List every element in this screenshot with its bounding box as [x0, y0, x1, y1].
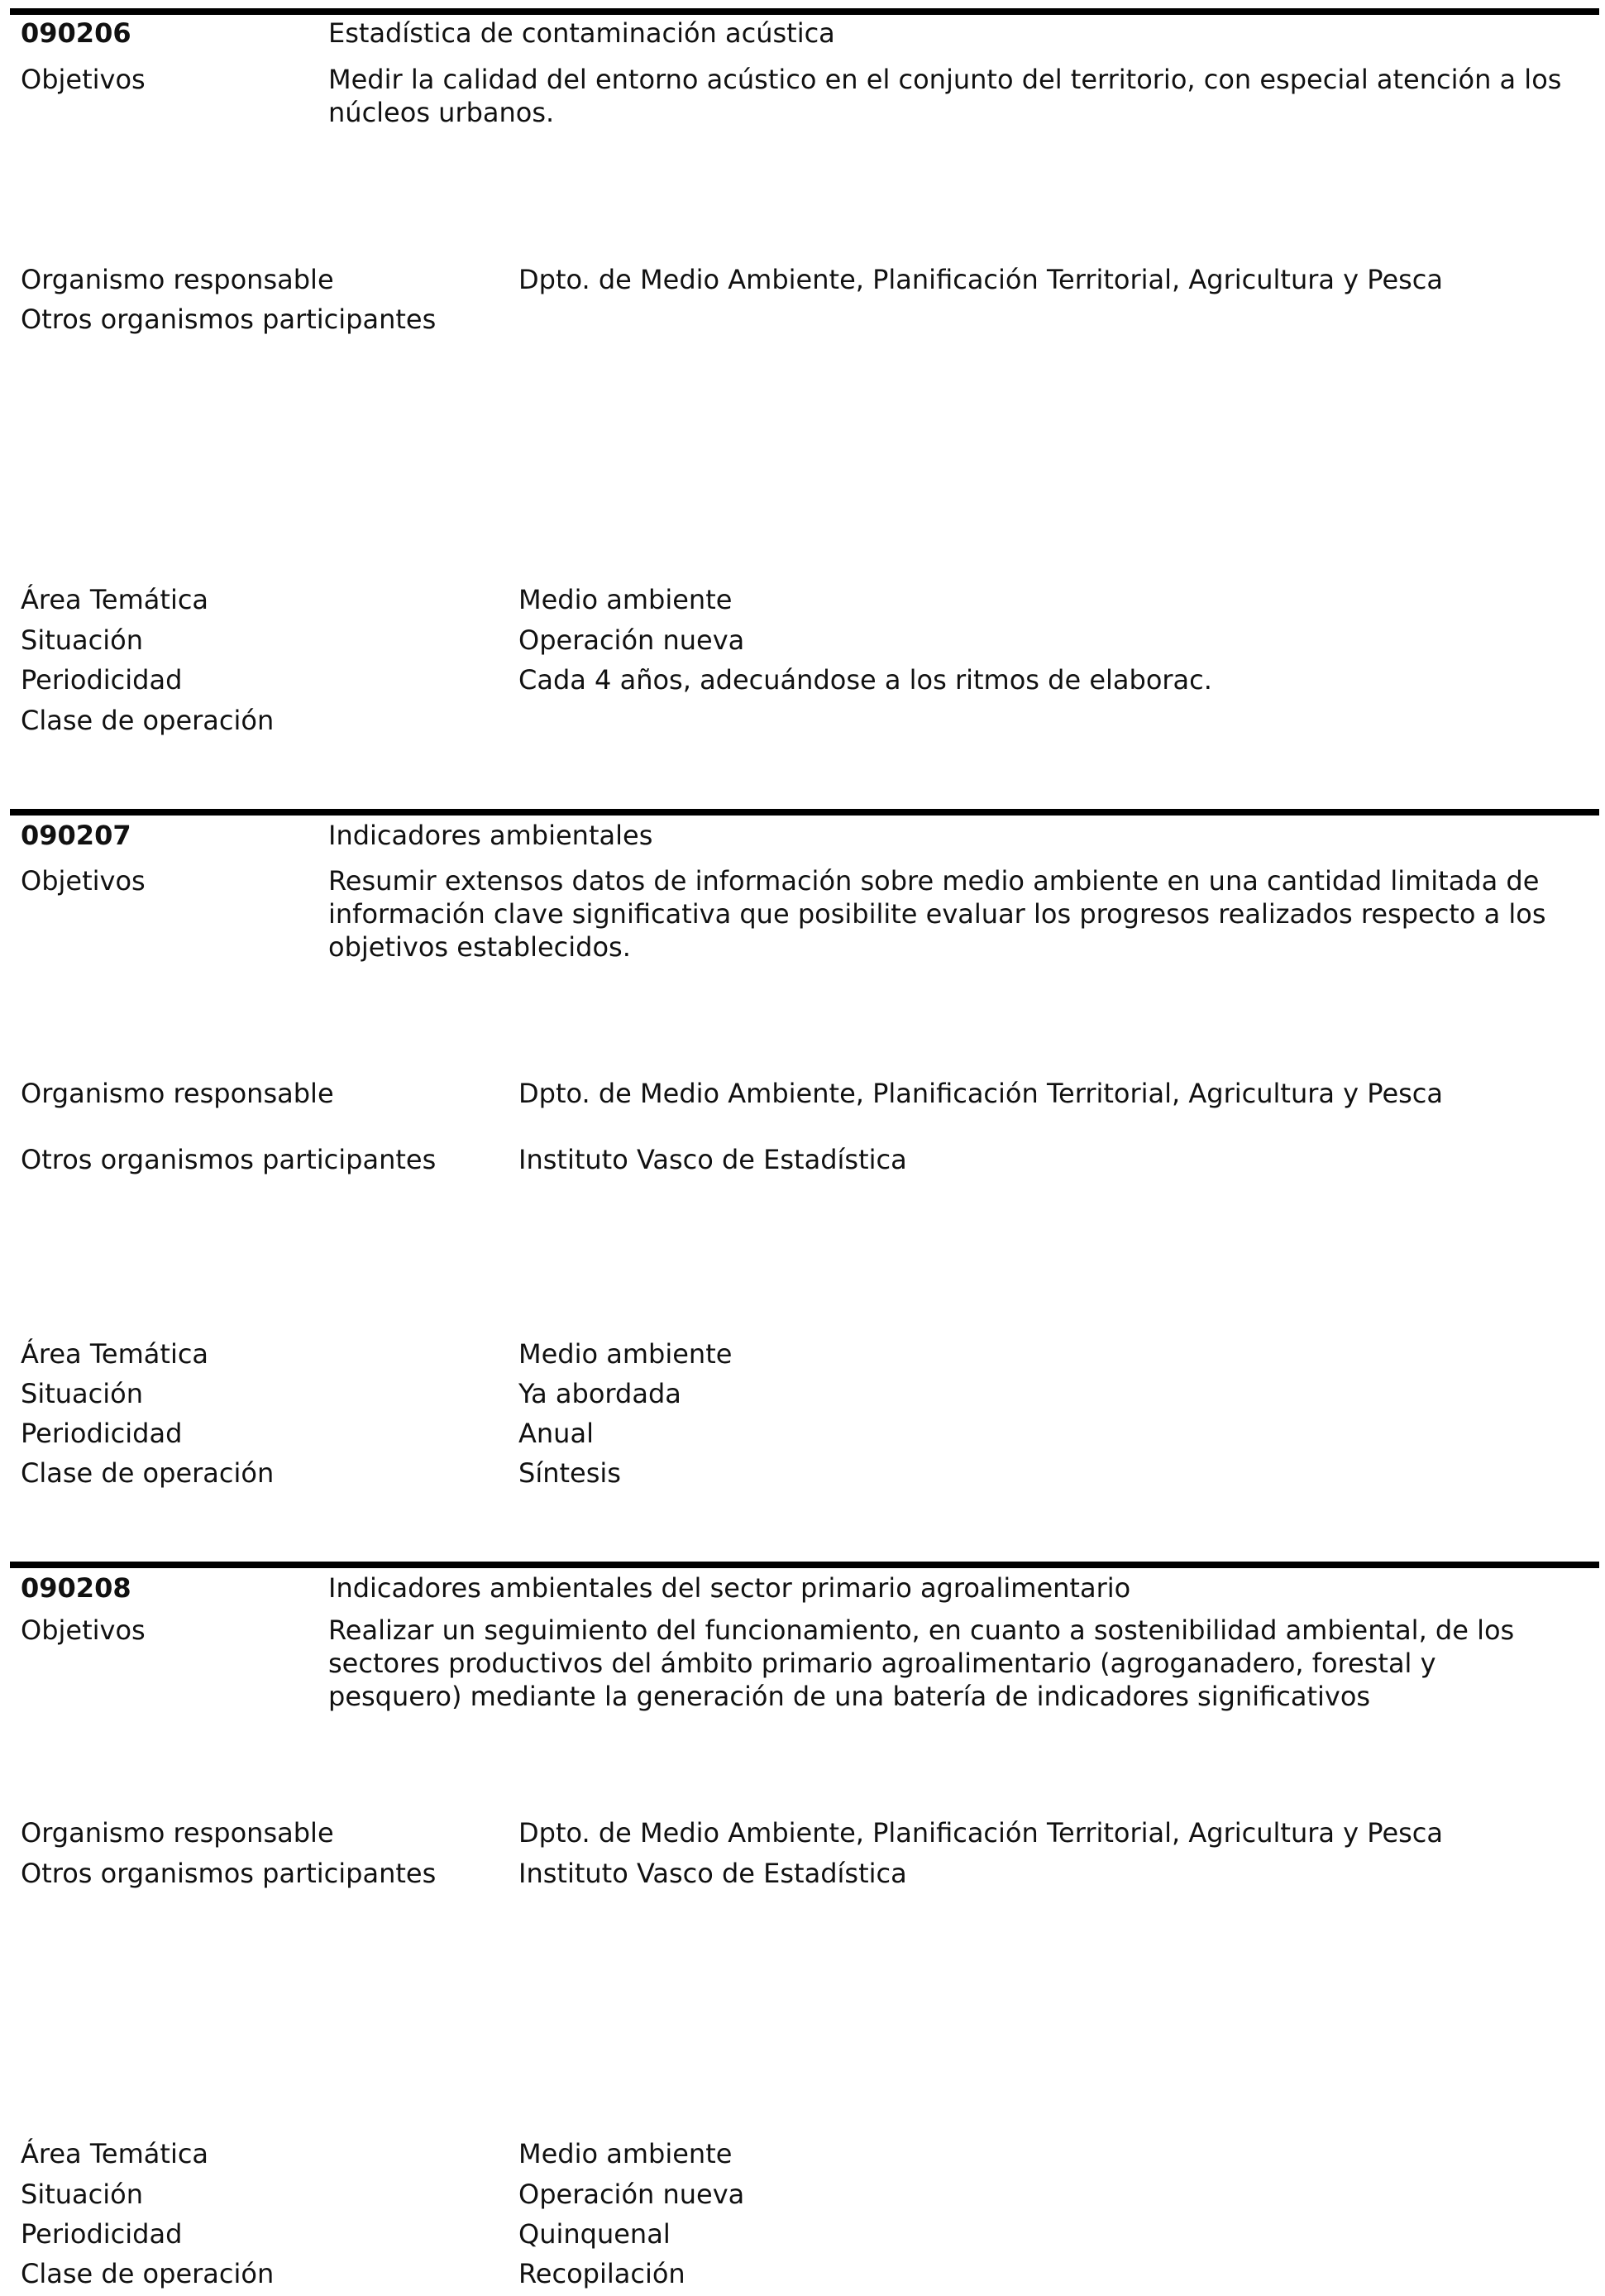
objectives-text: Realizar un seguimiento del funcionamiento, en cuanto a sostenibilidad ambiental, de los sectores productivos del ámbito primario agroalimentario (agroganadero, forestal y pesquero) mediante la generación de una batería de indicadores significativos	[328, 1614, 1515, 1712]
objectives-text: Resumir extensos datos de información sobre medio ambiente en una cantidad limitada de información clave significativa que posibilite evaluar los progresos realizados respecto a los objetivos establecidos.	[328, 865, 1546, 963]
area-label: Área Temática	[21, 584, 209, 615]
others-label: Otros organismos participantes	[21, 304, 437, 335]
area-label: Área Temática	[21, 1338, 209, 1370]
situation-label: Situación	[21, 624, 143, 656]
operation-title: Estadística de contaminación acústica	[328, 17, 835, 49]
section-divider	[10, 8, 1599, 15]
periodicity-label: Periodicidad	[21, 664, 183, 696]
class-value: Síntesis	[518, 1457, 621, 1489]
objectives-label: Objetivos	[21, 1614, 146, 1646]
situation-value: Operación nueva	[518, 2179, 745, 2210]
situation-label: Situación	[21, 1378, 143, 1409]
class-value: Recopilación	[518, 2258, 685, 2289]
periodicity-value: Quinquenal	[518, 2218, 671, 2250]
responsible-label: Organismo responsable	[21, 1078, 334, 1109]
situation-value: Operación nueva	[518, 624, 745, 656]
area-value: Medio ambiente	[518, 1338, 733, 1370]
objectives-label: Objetivos	[21, 865, 146, 897]
others-label: Otros organismos participantes	[21, 1144, 437, 1175]
responsible-label: Organismo responsable	[21, 1817, 334, 1849]
objectives-label: Objetivos	[21, 64, 146, 95]
periodicity-value: Cada 4 años, adecuándose a los ritmos de elaborac.	[518, 664, 1212, 696]
others-label: Otros organismos participantes	[21, 1858, 437, 1889]
class-label: Clase de operación	[21, 705, 275, 736]
operation-code: 090207	[21, 820, 131, 851]
others-value: Instituto Vasco de Estadística	[518, 1858, 907, 1889]
periodicity-label: Periodicidad	[21, 2218, 183, 2250]
area-label: Área Temática	[21, 2138, 209, 2169]
operation-title: Indicadores ambientales	[328, 820, 653, 851]
responsible-value: Dpto. de Medio Ambiente, Planificación Territorial, Agricultura y Pesca	[518, 1078, 1443, 1109]
situation-value: Ya abordada	[518, 1378, 681, 1409]
others-value: Instituto Vasco de Estadística	[518, 1144, 907, 1175]
class-label: Clase de operación	[21, 2258, 275, 2289]
operation-code: 090208	[21, 1572, 131, 1604]
situation-label: Situación	[21, 2179, 143, 2210]
responsible-value: Dpto. de Medio Ambiente, Planificación Territorial, Agricultura y Pesca	[518, 264, 1443, 295]
class-label: Clase de operación	[21, 1457, 275, 1489]
periodicity-value: Anual	[518, 1418, 594, 1449]
area-value: Medio ambiente	[518, 584, 733, 615]
section-divider	[10, 809, 1599, 816]
area-value: Medio ambiente	[518, 2138, 733, 2169]
operation-code: 090206	[21, 17, 131, 49]
section-divider	[10, 1562, 1599, 1568]
responsible-value: Dpto. de Medio Ambiente, Planificación Territorial, Agricultura y Pesca	[518, 1817, 1443, 1849]
operation-title: Indicadores ambientales del sector primario agroalimentario	[328, 1572, 1131, 1604]
objectives-text: Medir la calidad del entorno acústico en el conjunto del territorio, con especial atención a los núcleos urbanos.	[328, 64, 1562, 128]
periodicity-label: Periodicidad	[21, 1418, 183, 1449]
responsible-label: Organismo responsable	[21, 264, 334, 295]
